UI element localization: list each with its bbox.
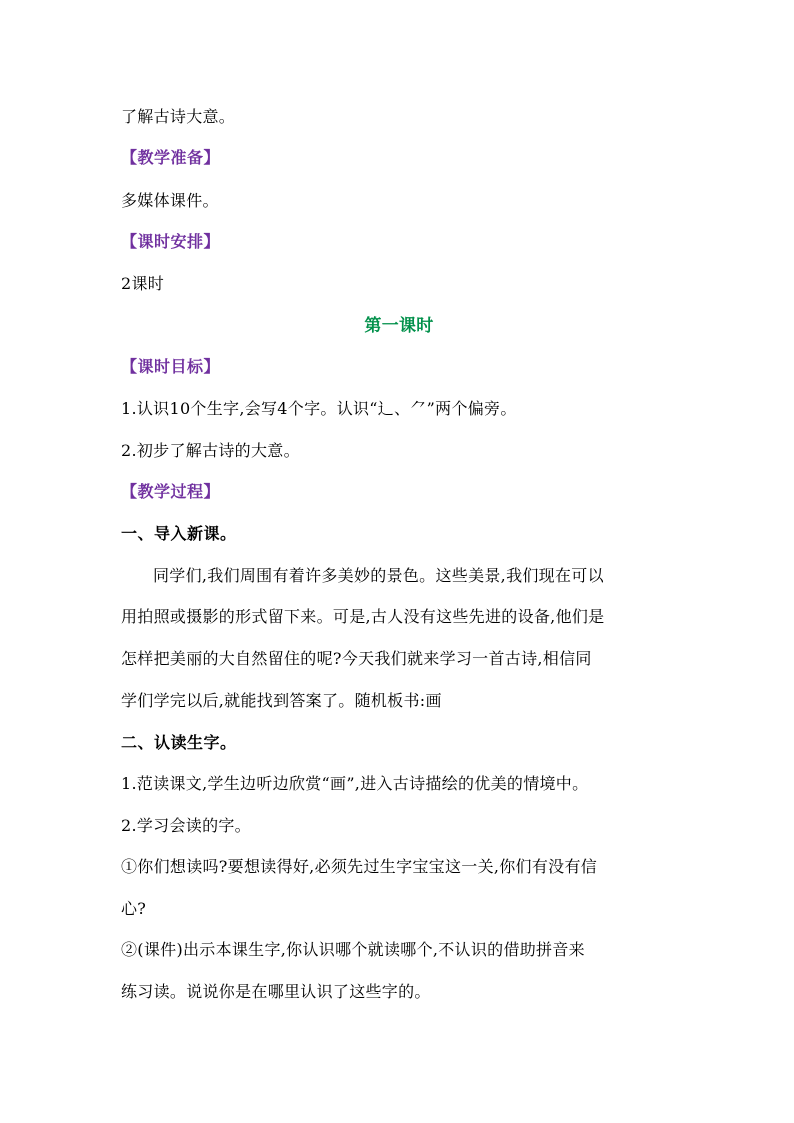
paragraph-text: 用拍照或摄影的形式留下来。可是,古人没有这些先进的设备,他们是 bbox=[121, 607, 605, 626]
section-heading-objectives: 【课时目标】 bbox=[121, 357, 221, 376]
lesson-title: 第一课时 bbox=[364, 316, 434, 336]
objective-item: 1.认识10个生字,会写4个字。认识“辶、⺈”两个偏旁。 bbox=[121, 399, 517, 418]
step-heading-characters: 二、认读生字。 bbox=[121, 733, 237, 752]
section-heading-preparation: 【教学准备】 bbox=[121, 148, 221, 167]
paragraph-text: 同学们,我们周围有着许多美妙的景色。这些美景,我们现在可以 bbox=[153, 566, 604, 585]
step-item: 练习读。说说你是在哪里认识了这些字的。 bbox=[121, 982, 431, 1001]
section-heading-process: 【教学过程】 bbox=[121, 482, 221, 501]
paragraph-text: 多媒体课件。 bbox=[121, 191, 219, 210]
step-item: ①你们想读吗?要想读得好,必须先过生字宝宝这一关,你们有没有信 bbox=[121, 857, 598, 876]
section-heading-schedule: 【课时安排】 bbox=[121, 232, 221, 251]
step-heading-intro: 一、导入新课。 bbox=[121, 524, 237, 543]
paragraph-text: 2课时 bbox=[121, 274, 165, 293]
step-item: 心? bbox=[121, 899, 147, 918]
objective-item: 2.初步了解古诗的大意。 bbox=[121, 441, 300, 460]
paragraph-text: 怎样把美丽的大自然留住的呢?今天我们就来学习一首古诗,相信同 bbox=[121, 649, 592, 668]
paragraph-text: 学们学完以后,就能找到答案了。随机板书:画 bbox=[121, 691, 442, 710]
step-item: ②(课件)出示本课生字,你认识哪个就读哪个,不认识的借助拼音来 bbox=[121, 940, 585, 959]
step-item: 2.学习会读的字。 bbox=[121, 816, 251, 835]
step-item: 1.范读课文,学生边听边欣赏“画”,进入古诗描绘的优美的情境中。 bbox=[121, 774, 589, 793]
paragraph-text: 了解古诗大意。 bbox=[121, 107, 236, 126]
